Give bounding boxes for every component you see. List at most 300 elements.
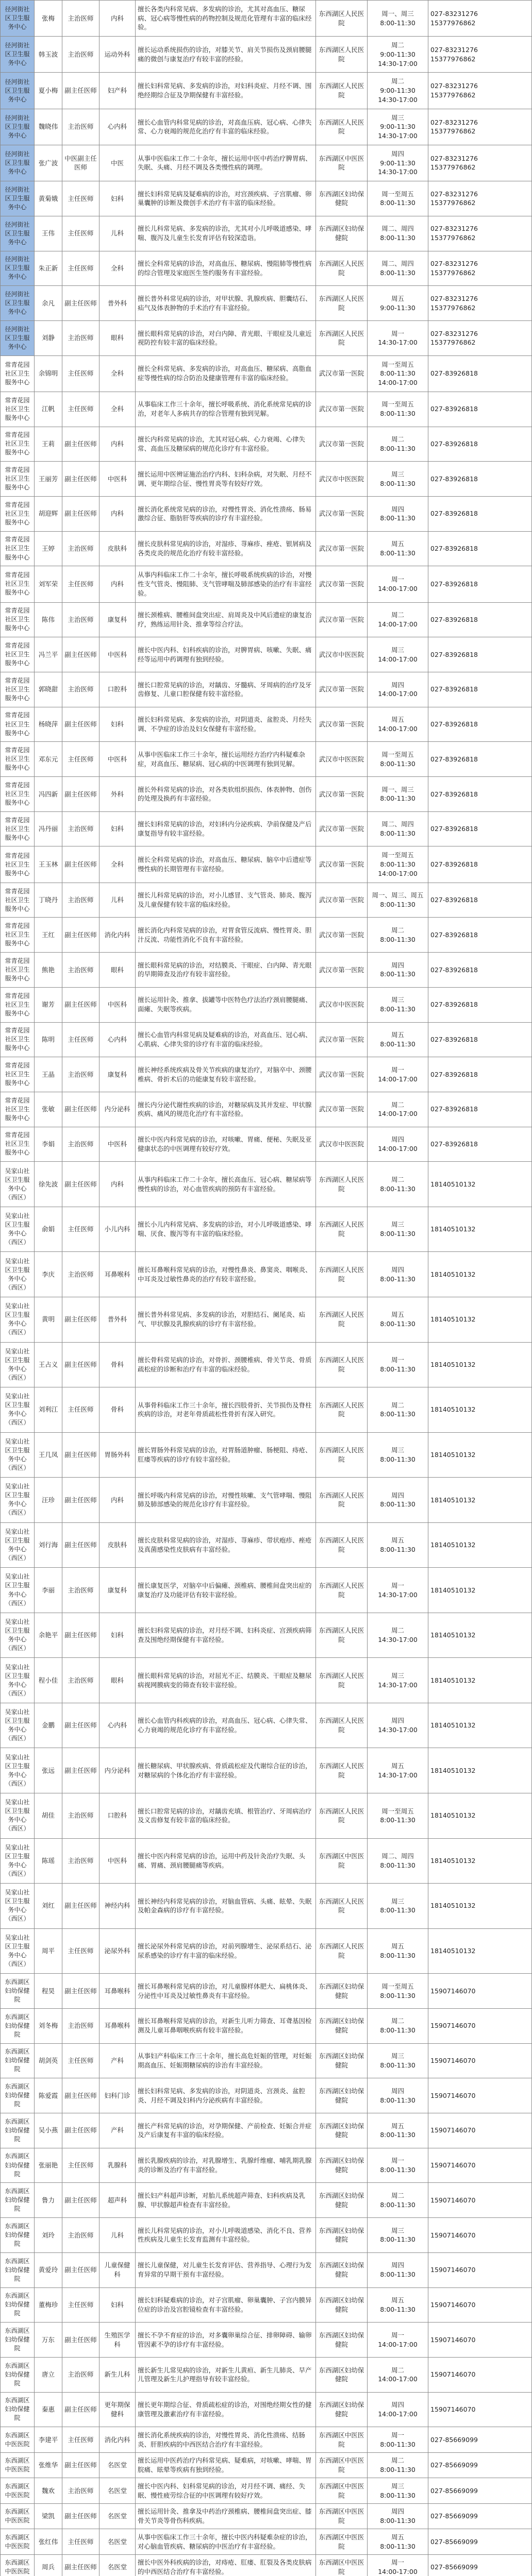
contact-phone: 15907146070	[428, 2113, 532, 2148]
contact-phone: 027-83926818	[428, 392, 532, 427]
doctor-title: 主治医师	[62, 1252, 99, 1297]
clinic-schedule: 周一 8:00-11:30	[368, 1342, 428, 1387]
expertise: 从事内科临床工作二十余年，擅长呼吸系统疾病的诊治，对慢性支气管炎、慢阻肺、支气管哮喘及肺部感染的治疗有丰富经验。	[136, 566, 316, 602]
expertise: 从事内科临床工作二十余年，擅长高血压、冠心病、糖尿病等慢性病的诊治，对心血管疾病的预防有丰富经验。	[136, 1162, 316, 1207]
hospital: 东西湖区妇幼保健院	[316, 2008, 368, 2043]
doctor-name: 李丽	[35, 1568, 62, 1613]
contact-phone: 15907146070	[428, 2357, 532, 2392]
doctor-title: 中医副主任医师	[62, 145, 99, 181]
contact-phone: 18140510132	[428, 1613, 532, 1658]
doctor-name: 刘冬梅	[35, 2008, 62, 2043]
clinic-schedule: 周四 8:00-11:30	[368, 2252, 428, 2287]
contact-phone: 027-83926818	[428, 1057, 532, 1092]
org-cell: 吴家山社区卫生服务中心（西区）	[1, 1613, 35, 1658]
doctor-title: 主任医师	[62, 216, 99, 251]
expertise: 擅长胃肠外科常见病的诊治，对胃肠道肿瘤、肠梗阻、痔疮、肛瘘等疾病的诊疗有较丰富经验。	[136, 1432, 316, 1478]
org-cell: 东西湖区妇幼保健院	[1, 2148, 35, 2183]
table-row	[1, 811, 532, 846]
expertise: 擅长耳鼻喉科常见病的诊治，对儿童腺样体肥大、扁桃体炎、分泌性中耳炎及过敏性鼻炎有丰富经验。	[136, 1974, 316, 2009]
org-cell: 吴家山社区卫生服务中心（西区）	[1, 1658, 35, 1703]
clinic-schedule: 周一至周五 8:00-11:30	[368, 1974, 428, 2009]
expertise: 擅长耳鼻喉科常见病的诊治，对新生儿听力筛查、耳聋基因检测及儿童耳鼻咽喉疾病有较丰富经验。	[136, 2008, 316, 2043]
clinic-schedule: 周五 8:00-11:30	[368, 1022, 428, 1057]
table-row	[1, 2218, 532, 2253]
org-cell: 吴家山社区卫生服务中心（西区）	[1, 1928, 35, 1974]
doctor-title: 副主任医师	[62, 1297, 99, 1342]
expertise: 擅长妇科疑难病的诊治，对子宫肌瘤、卵巢囊肿、子宫内膜异位症的诊治及宫腔镜检查有丰富经验。	[136, 2287, 316, 2323]
clinic-schedule: 周一至周五 8:00-11:30	[368, 1793, 428, 1838]
doctor-title: 主治医师	[62, 1658, 99, 1703]
org-cell: 常青花园社区卫生服务中心	[1, 531, 35, 566]
department: 康复科	[99, 602, 136, 637]
table-row	[1, 145, 532, 181]
table-row	[1, 1207, 532, 1252]
doctor-name: 陈明	[35, 1022, 62, 1057]
department: 心内科	[99, 1022, 136, 1057]
expertise: 擅长全科常见病、多发病的诊治，对高血压、糖尿病、高脂血症等慢性病的综合防治及健康管理有丰富的临床经验。	[136, 355, 316, 392]
table-row	[1, 1342, 532, 1387]
clinic-schedule: 周一、周三 8:00-11:30	[368, 777, 428, 812]
org-cell: 常青花园社区卫生服务中心	[1, 462, 35, 497]
doctor-name: 张红伟	[35, 2529, 62, 2555]
hospital: 东西湖区人民医院	[316, 251, 368, 286]
hospital: 东西湖区人民医院	[316, 1793, 368, 1838]
doctor-title: 主任医师	[62, 1387, 99, 1433]
doctor-title: 副主任医师	[62, 2078, 99, 2113]
department: 耳鼻喉科	[99, 2008, 136, 2043]
org-cell: 吴家山社区卫生服务中心（西区）	[1, 1162, 35, 1207]
clinic-schedule: 周二、周四 8:00-11:30	[368, 1838, 428, 1884]
contact-phone: 027-83926818	[428, 566, 532, 602]
doctor-title: 主治医师	[62, 883, 99, 918]
contact-phone: 15907146070	[428, 2148, 532, 2183]
expertise: 从事中医临床工作二十余年，擅长运用中医中药治疗脾胃病、失眠、头痛、月经不调及各类慢性病的调理。	[136, 145, 316, 181]
doctor-title: 主任医师	[62, 1207, 99, 1252]
org-cell: 常青花园社区卫生服务中心	[1, 1022, 35, 1057]
hospital: 武汉市中医医院	[316, 462, 368, 497]
contact-phone: 18140510132	[428, 1432, 532, 1478]
table-row	[1, 1478, 532, 1523]
contact-phone: 027-83926818	[428, 637, 532, 672]
department: 名医堂	[99, 2478, 136, 2504]
hospital: 东西湖区妇幼保健院	[316, 216, 368, 251]
department: 妇科	[99, 181, 136, 216]
doctor-title: 主任医师	[62, 2529, 99, 2555]
clinic-schedule: 周二 9:00-11:30 14:30-17:00	[368, 73, 428, 109]
contact-phone: 15907146070	[428, 2287, 532, 2323]
table-row	[1, 2427, 532, 2453]
contact-phone: 18140510132	[428, 1342, 532, 1387]
contact-phone: 027-85669099	[428, 2529, 532, 2555]
clinic-schedule: 周一至周五 8:00-11:30	[368, 181, 428, 216]
clinic-schedule: 周四 14:00-17:00	[368, 1127, 428, 1162]
doctor-name: 郭晓甜	[35, 672, 62, 707]
expertise: 擅长口腔常见病的诊治，对龋齿充填、根管治疗、牙周病治疗及义齿修复有较丰富的临床经验。	[136, 1793, 316, 1838]
contact-phone: 027-83231276 15377976862	[428, 216, 532, 251]
doctor-name: 李建平	[35, 2427, 62, 2453]
expertise: 擅长新生儿常见病的诊治，对新生儿黄疸、新生儿肺炎、早产儿管理及新生儿护理指导有较丰富经验。	[136, 2357, 316, 2392]
hospital: 武汉市第一医院	[316, 707, 368, 742]
department: 全科	[99, 846, 136, 883]
hospital: 武汉市第一医院	[316, 1057, 368, 1092]
hospital: 东西湖区人民医院	[316, 37, 368, 73]
contact-phone: 027-83926818	[428, 742, 532, 777]
hospital: 武汉市第一医院	[316, 883, 368, 918]
table-row	[1, 2554, 532, 2576]
table-row	[1, 2148, 532, 2183]
department: 皮肤科	[99, 1522, 136, 1568]
hospital: 东西湖区人民医院	[316, 1297, 368, 1342]
doctor-name: 杨晓萍	[35, 707, 62, 742]
department: 中医科	[99, 742, 136, 777]
expertise: 擅长儿科常见病、多发病的诊治，尤其对小儿呼吸道感染、哮喘、腹泻及儿童生长发育评估有较深造诣。	[136, 216, 316, 251]
doctor-title: 主任医师	[62, 355, 99, 392]
table-row	[1, 1884, 532, 1929]
department: 生殖医学科	[99, 2323, 136, 2358]
table-row	[1, 1387, 532, 1433]
expertise: 从事临床工作三十余年，擅长呼吸系统、消化系统常见病的诊治，对老年人多病共存的综合管理有独到见解。	[136, 392, 316, 427]
doctor-title: 主治医师	[62, 1057, 99, 1092]
org-cell: 东西湖区妇幼保健院	[1, 2218, 35, 2253]
department: 内科	[99, 1162, 136, 1207]
table-row	[1, 1057, 532, 1092]
org-cell: 吴家山社区卫生服务中心（西区）	[1, 1297, 35, 1342]
doctor-title: 主治医师	[62, 531, 99, 566]
table-row	[1, 1022, 532, 1057]
org-cell: 常青花园社区卫生服务中心	[1, 846, 35, 883]
contact-phone: 027-83926818	[428, 953, 532, 988]
doctor-title: 主任医师	[62, 566, 99, 602]
table-row	[1, 73, 532, 109]
doctor-title: 副主任医师	[62, 846, 99, 883]
table-row	[1, 427, 532, 462]
doctor-title: 主任医师	[62, 2427, 99, 2453]
table-row	[1, 1092, 532, 1127]
doctor-name: 王伟	[35, 216, 62, 251]
doctor-name: 王红	[35, 918, 62, 953]
doctor-title: 主治医师	[62, 811, 99, 846]
clinic-schedule: 周一 14:00-17:00	[368, 1057, 428, 1092]
org-cell: 吴家山社区卫生服务中心（西区）	[1, 1522, 35, 1568]
expertise: 擅长糖尿病、甲状腺疾病、骨质疏松症及代谢综合征的诊治，对糖尿病的个体化治疗有丰富经验。	[136, 1748, 316, 1793]
table-row	[1, 1432, 532, 1478]
table-row	[1, 1748, 532, 1793]
expertise: 擅长普外科常见病、多发病的诊治，对胆结石、阑尾炎、疝气、甲状腺及乳腺疾病的诊疗有丰富经验。	[136, 1297, 316, 1342]
expertise: 擅长普外科常见病的诊治，对甲状腺、乳腺疾病、胆囊结石、疝气及体表肿物的手术治疗有丰富经验。	[136, 286, 316, 321]
department: 儿科	[99, 216, 136, 251]
doctor-name: 黄爱玲	[35, 2252, 62, 2287]
clinic-schedule: 周二、周四 8:00-11:30	[368, 251, 428, 286]
contact-phone: 15907146070	[428, 2252, 532, 2287]
doctor-title: 主治医师	[62, 953, 99, 988]
department: 骨科	[99, 1387, 136, 1433]
hospital: 武汉市第一医院	[316, 811, 368, 846]
expertise: 擅长心血管内科疾病的诊治，对高血压、冠心病、心律失常、心力衰竭的规范化诊疗有丰富经验。	[136, 1703, 316, 1748]
org-cell: 东西湖区妇幼保健院	[1, 2113, 35, 2148]
clinic-schedule: 周一、周三、周五 8:00-11:30	[368, 883, 428, 918]
hospital: 东西湖区人民医院	[316, 1748, 368, 1793]
doctor-name: 陈瑶	[35, 1838, 62, 1884]
doctor-name: 刘军荣	[35, 566, 62, 602]
doctor-title: 主任医师	[62, 1022, 99, 1057]
clinic-schedule: 周四 8:00-11:30	[368, 1478, 428, 1523]
org-cell: 常青花园社区卫生服务中心	[1, 707, 35, 742]
table-row	[1, 1162, 532, 1207]
hospital: 东西湖区人民医院	[316, 286, 368, 321]
department: 中医科	[99, 1127, 136, 1162]
clinic-schedule: 周一 14:00-17:00	[368, 2323, 428, 2358]
contact-phone: 027-83926818	[428, 496, 532, 531]
hospital: 武汉市第一医院	[316, 672, 368, 707]
doctor-name: 魏晓伟	[35, 109, 62, 145]
table-row	[1, 181, 532, 216]
contact-phone: 027-83231276 15377976862	[428, 37, 532, 73]
org-cell: 东西湖区妇幼保健院	[1, 1974, 35, 2009]
hospital: 武汉市第一医院	[316, 531, 368, 566]
department: 消化内科	[99, 918, 136, 953]
hospital: 东西湖区妇幼保健院	[316, 2218, 368, 2253]
doctor-title: 副主任医师	[62, 2392, 99, 2427]
clinic-schedule: 周三 8:00-11:30	[368, 1432, 428, 1478]
org-cell: 常青花园社区卫生服务中心	[1, 566, 35, 602]
hospital: 东西湖区人民医院	[316, 1432, 368, 1478]
doctor-title: 主任医师	[62, 251, 99, 286]
doctor-title: 副主任医师	[62, 1162, 99, 1207]
doctor-title: 副主任医师	[62, 2503, 99, 2529]
contact-phone: 18140510132	[428, 1207, 532, 1252]
hospital: 武汉市第一医院	[316, 602, 368, 637]
doctor-title: 主治医师	[62, 1838, 99, 1884]
doctor-name: 张维华	[35, 2452, 62, 2478]
doctor-name: 俞娟	[35, 1207, 62, 1252]
table-row	[1, 531, 532, 566]
doctor-title: 主治医师	[62, 2008, 99, 2043]
department: 产科	[99, 2113, 136, 2148]
org-cell: 东西湖区妇幼保健院	[1, 2287, 35, 2323]
expertise: 擅长皮肤科常见病的诊治，对湿疹、荨麻疹、带状疱疹、痤疮及真菌感染性皮肤病有丰富经验。	[136, 1522, 316, 1568]
hospital: 东西湖区妇幼保健院	[316, 2148, 368, 2183]
department: 妇科门诊	[99, 2078, 136, 2113]
table-row	[1, 109, 532, 145]
table-row	[1, 2529, 532, 2555]
clinic-schedule: 周二 14:00-17:00	[368, 2357, 428, 2392]
expertise: 擅长眼科常见病的诊治，对白内障、青光眼、干眼症及儿童近视防控有较丰富的临床经验。	[136, 320, 316, 355]
department: 儿科	[99, 883, 136, 918]
department: 名医堂	[99, 2529, 136, 2555]
hospital: 东西湖区人民医院	[316, 1342, 368, 1387]
expertise: 擅长消化系统常见病的诊治，对慢性胃炎、消化性溃疡、肠易激综合征、脂肪肝等疾病的诊疗有丰富经验。	[136, 496, 316, 531]
clinic-schedule: 周二 14:30-17:00	[368, 1613, 428, 1658]
hospital: 武汉市第一医院	[316, 1092, 368, 1127]
department: 内科	[99, 566, 136, 602]
table-row	[1, 637, 532, 672]
hospital: 东西湖区中医医院	[316, 2452, 368, 2478]
contact-phone: 027-83926818	[428, 531, 532, 566]
doctor-name: 张丽艳	[35, 2148, 62, 2183]
department: 眼科	[99, 1658, 136, 1703]
org-cell: 常青花园社区卫生服务中心	[1, 496, 35, 531]
doctor-title: 副主任医师	[62, 2252, 99, 2287]
table-row	[1, 2252, 532, 2287]
doctor-name: 余锦明	[35, 355, 62, 392]
doctor-name: 冯四新	[35, 777, 62, 812]
table-row	[1, 2287, 532, 2323]
doctor-name: 刘玲	[35, 2218, 62, 2253]
hospital: 东西湖区中医医院	[316, 1838, 368, 1884]
department: 中医科	[99, 1838, 136, 1884]
hospital: 武汉市第一医院	[316, 427, 368, 462]
org-cell: 常青花园社区卫生服务中心	[1, 392, 35, 427]
clinic-schedule: 周二 8:00-11:30	[368, 1162, 428, 1207]
hospital: 东西湖区中医医院	[316, 2554, 368, 2576]
expertise: 擅长神经内科常见病的诊治，对脑血管病、头痛、眩晕、失眠及帕金森病的诊疗有丰富经验。	[136, 1884, 316, 1929]
hospital: 武汉市第一医院	[316, 953, 368, 988]
contact-phone: 027-83231276 15377976862	[428, 320, 532, 355]
doctor-name: 梁凯	[35, 2503, 62, 2529]
hospital: 东西湖区人民医院	[316, 1658, 368, 1703]
expertise: 擅长内科常见病的诊治，尤其对冠心病、心力衰竭、心律失常、高血压及糖尿病的规范化诊疗有丰富经验。	[136, 427, 316, 462]
org-cell: 常青花园社区卫生服务中心	[1, 672, 35, 707]
contact-phone: 027-83926818	[428, 602, 532, 637]
hospital: 东西湖区中医医院	[316, 2529, 368, 2555]
clinic-schedule: 周四 9:00-11:30 14:30-17:00	[368, 145, 428, 181]
hospital: 武汉市第一医院	[316, 918, 368, 953]
hospital: 武汉市中医医院	[316, 1127, 368, 1162]
org-cell: 吴家山社区卫生服务中心（西区）	[1, 1387, 35, 1433]
table-row	[1, 2478, 532, 2504]
expertise: 擅长妇科常见病及疑难病的诊治，对宫颈疾病、子宫肌瘤、卵巢囊肿的诊断及微创手术治疗有丰富的临床经验。	[136, 181, 316, 216]
contact-phone: 027-85669099	[428, 2427, 532, 2453]
contact-phone: 18140510132	[428, 1387, 532, 1433]
expertise: 擅长运用中医辨证施治治疗内科、妇科杂病，对失眠、月经不调、更年期综合征、慢性胃炎等有较好疗效。	[136, 462, 316, 497]
doctor-title: 主任医师	[62, 742, 99, 777]
hospital: 东西湖区妇幼保健院	[316, 2043, 368, 2078]
table-row	[1, 320, 532, 355]
org-cell: 吴家山社区卫生服务中心（西区）	[1, 1432, 35, 1478]
department: 新生儿科	[99, 2357, 136, 2392]
org-cell: 径河街社区卫生服务中心	[1, 216, 35, 251]
expertise: 擅长运用针灸、推拿、拔罐等中医特色疗法治疗颈肩腰腿痛、面瘫、失眠等疾病。	[136, 987, 316, 1022]
doctor-title: 副主任医师	[62, 462, 99, 497]
doctor-title: 副主任医师	[62, 2554, 99, 2576]
table-row	[1, 1793, 532, 1838]
contact-phone: 027-83231276 15377976862	[428, 181, 532, 216]
department: 更年期保健科	[99, 2392, 136, 2427]
table-row	[1, 953, 532, 988]
clinic-schedule: 周五 8:00-11:30	[368, 2113, 428, 2148]
department: 眼科	[99, 953, 136, 988]
department: 外科	[99, 777, 136, 812]
table-row	[1, 672, 532, 707]
expertise: 擅长妇科常见病、多发病的诊治，对阴道炎、盆腔炎、月经失调、不孕症的诊治及妇女保健有丰富经验。	[136, 707, 316, 742]
table-row	[1, 1127, 532, 1162]
hospital: 东西湖区人民医院	[316, 1703, 368, 1748]
contact-phone: 027-83231276 15377976862	[428, 145, 532, 181]
org-cell: 东西湖区妇幼保健院	[1, 2357, 35, 2392]
clinic-schedule: 周四 8:00-11:30	[368, 953, 428, 988]
doctor-name: 董梅珍	[35, 2287, 62, 2323]
department: 耳鼻喉科	[99, 1252, 136, 1297]
doctor-name: 邓东元	[35, 742, 62, 777]
expertise: 擅长心血管内科常见病及疑难病的诊治，对高血压、冠心病、心肌病、心律失常的诊疗有丰富的临床经验。	[136, 1022, 316, 1057]
doctor-name: 胡迎辉	[35, 496, 62, 531]
contact-phone: 18140510132	[428, 1658, 532, 1703]
table-row	[1, 1297, 532, 1342]
doctor-name: 韩玉波	[35, 37, 62, 73]
hospital: 东西湖区人民医院	[316, 1928, 368, 1974]
table-row	[1, 1522, 532, 1568]
clinic-schedule: 周四 8:00-11:30	[368, 1252, 428, 1297]
clinic-schedule: 周三 8:00-11:30	[368, 1884, 428, 1929]
clinic-schedule: 周一、周三 8:00-11:30	[368, 1, 428, 37]
doctor-name: 江帆	[35, 392, 62, 427]
org-cell: 径河街社区卫生服务中心	[1, 1, 35, 37]
org-cell: 常青花园社区卫生服务中心	[1, 883, 35, 918]
department: 名医堂	[99, 2554, 136, 2576]
department: 名医堂	[99, 2452, 136, 2478]
doctor-name: 鲁力	[35, 2183, 62, 2218]
org-cell: 常青花园社区卫生服务中心	[1, 918, 35, 953]
doctor-name: 胡剑英	[35, 2043, 62, 2078]
doctor-rows	[1, 1, 532, 2576]
hospital: 东西湖区中医医院	[316, 145, 368, 181]
doctor-title: 主任医师	[62, 181, 99, 216]
hospital: 东西湖区人民医院	[316, 1568, 368, 1613]
contact-phone: 027-85669099	[428, 2503, 532, 2529]
doctor-name: 吴小燕	[35, 2113, 62, 2148]
expertise: 擅长妇科常见病、多发病的诊治，对阴道炎、宫颈炎、盆腔炎、月经不调及妇科内分泌疾病有丰富经验。	[136, 2078, 316, 2113]
org-cell: 常青花园社区卫生服务中心	[1, 811, 35, 846]
org-cell: 常青花园社区卫生服务中心	[1, 1127, 35, 1162]
hospital: 东西湖区妇幼保健院	[316, 2392, 368, 2427]
doctor-title: 主任医师	[62, 1928, 99, 1974]
department: 内分泌科	[99, 1748, 136, 1793]
contact-phone: 027-85669099	[428, 2554, 532, 2576]
expertise: 擅长运动系统损伤的诊治，对膝关节、肩关节损伤及颈肩腰腿痛的微创与康复治疗有较丰富的经验。	[136, 37, 316, 73]
org-cell: 东西湖区中医医院	[1, 2452, 35, 2478]
doctor-name: 刘静	[35, 320, 62, 355]
contact-phone: 027-83926818	[428, 987, 532, 1022]
hospital: 武汉市中医医院	[316, 742, 368, 777]
doctor-title: 主任医师	[62, 2043, 99, 2078]
clinic-schedule: 周五 8:00-11:30	[368, 2529, 428, 2555]
table-row	[1, 2452, 532, 2478]
doctor-title: 副主任医师	[62, 1092, 99, 1127]
hospital: 东西湖区人民医院	[316, 1252, 368, 1297]
expertise: 擅长儿科常见病的诊治，对小儿呼吸道感染、消化不良、营养性疾病及儿童生长发育监测有丰富经验。	[136, 2218, 316, 2253]
hospital: 武汉市第一医院	[316, 392, 368, 427]
contact-phone: 18140510132	[428, 1793, 532, 1838]
doctor-name: 徐先波	[35, 1162, 62, 1207]
contact-phone: 027-83231276 15377976862	[428, 73, 532, 109]
clinic-schedule: 周一至周五 8:00-11:30	[368, 742, 428, 777]
expertise: 擅长全科常见病的诊治，对高血压、糖尿病、慢阻肺等慢性病的综合管理及家庭医生签约服务有丰富经验。	[136, 251, 316, 286]
table-row	[1, 462, 532, 497]
department: 口腔科	[99, 1793, 136, 1838]
department: 心内科	[99, 109, 136, 145]
clinic-schedule: 周一至周五 8:00-11:30 14:00-17:00	[368, 355, 428, 392]
doctor-title: 副主任医师	[62, 2183, 99, 2218]
doctor-title: 副主任医师	[62, 1703, 99, 1748]
clinic-schedule: 周三 9:00-11:30 14:30-17:00	[368, 109, 428, 145]
clinic-schedule: 周一 8:00-11:30	[368, 2427, 428, 2453]
contact-phone: 027-83926818	[428, 883, 532, 918]
department: 小儿内科	[99, 1207, 136, 1252]
expertise: 擅长眼科常见病的诊治，对屈光不正、结膜炎、干眼症及糖尿病视网膜病变的筛查有较丰富经验。	[136, 1658, 316, 1703]
doctor-name: 张广波	[35, 145, 62, 181]
org-cell: 东西湖区中医医院	[1, 2427, 35, 2453]
contact-phone: 027-83926818	[428, 918, 532, 953]
